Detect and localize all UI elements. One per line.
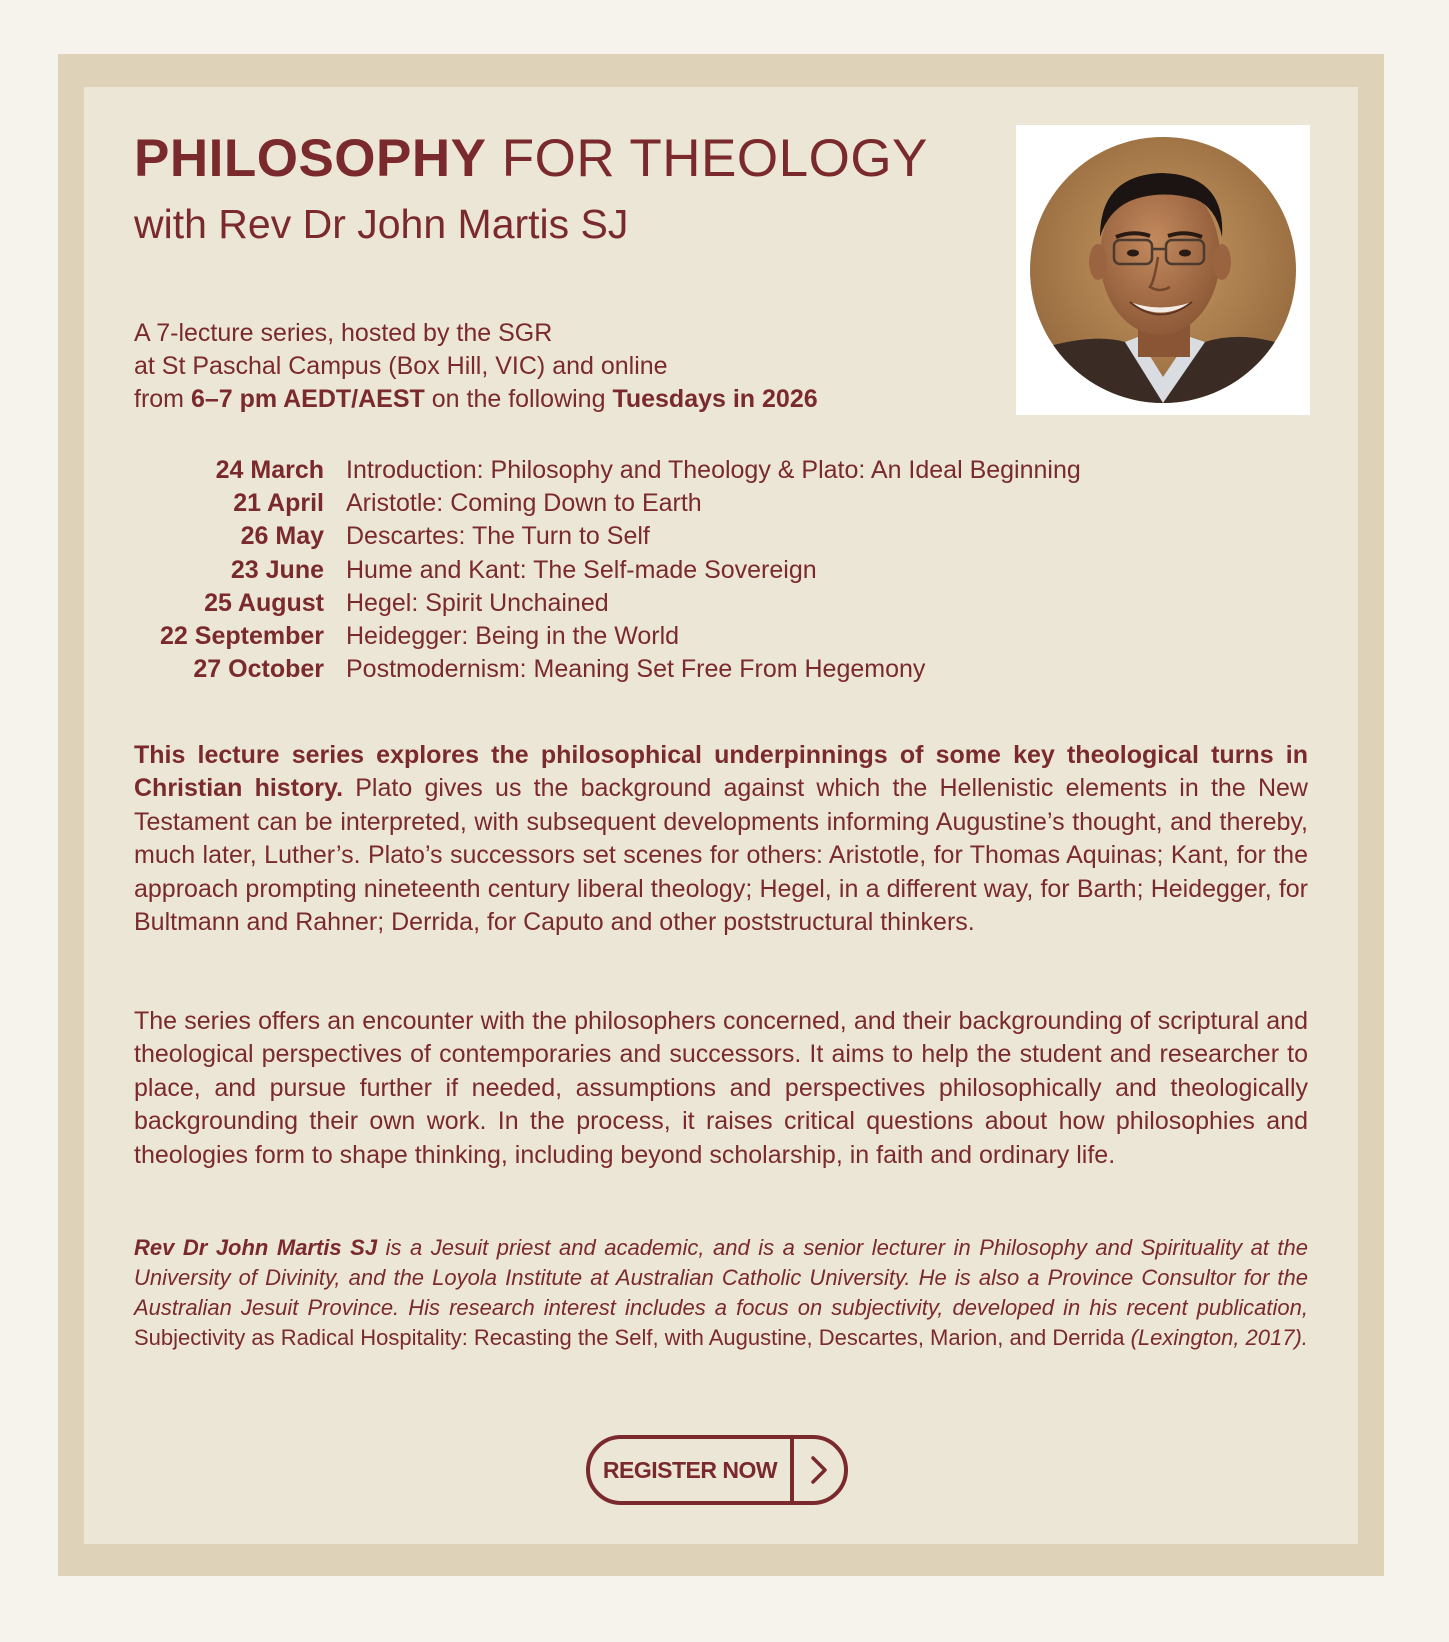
intro-time: 6–7 pm AEDT/AEST — [190, 385, 425, 413]
speaker-portrait — [1030, 137, 1296, 403]
register-label: REGISTER NOW — [602, 1456, 778, 1483]
schedule-row — [134, 587, 1234, 620]
bio-book-title: Subjectivity as Radical Hospitality: Recasting the Self, with Augustine, Descartes, Marion, and Derrida — [134, 1325, 1125, 1350]
lecture-schedule — [134, 454, 1234, 686]
schedule-topic: Hegel: Spirit Unchained — [346, 588, 609, 617]
intro-line-2: at St Paschal Campus (Box Hill, VIC) and online — [134, 352, 668, 380]
schedule-topic: Hume and Kant: The Self-made Sovereign — [346, 555, 817, 584]
intro-line-3-middle: on the following — [424, 385, 613, 413]
description-lead: This lecture series explores the philosophical underpinnings of some key theological turns in Christian history. — [134, 741, 1308, 803]
speaker-bio — [134, 1233, 1308, 1353]
schedule-date: 25 August — [204, 588, 324, 617]
description-body: Plato gives us the background against which the Hellenistic elements in the New Testament can be interpreted, with subsequent developments informing Augustine’s thought, and thereby, much later, Luther’s. Plato’s successors set scenes for others: Aristotle, for Thomas Aquinas; Kant, for the approach prompting nineteenth century liberal theology; Hegel, in a different way, for Barth; Heidegger, for Bultmann and Rahner; Derrida, for Caputo and other poststructural thinkers. — [134, 774, 1308, 937]
schedule-row — [134, 620, 1234, 653]
schedule-topic: Introduction: Philosophy and Theology & Plato: An Ideal Beginning — [346, 456, 1081, 485]
description-second-paragraph: The series offers an encounter with the philosophers concerned, and their backgrounding of scriptural and theological perspectives of contemporaries and successors. It aims to help the student and researcher to place, and pursue further if needed, assumptions and perspectives philosophically and theologically backgrounding their own work. In the process, it raises critical questions about how philosophies and theologies form to shape thinking, including beyond scholarship, in faith and ordinary life. — [134, 1007, 1308, 1169]
schedule-topic: Aristotle: Coming Down to Earth — [346, 489, 702, 518]
speaker-photo-frame — [1016, 125, 1310, 415]
flyer-panel — [84, 87, 1358, 1544]
bio-name: Rev Dr John Martis SJ — [134, 1235, 378, 1260]
intro-line-1: A 7-lecture series, hosted by the SGR — [134, 319, 553, 347]
intro-line-3-prefix: from — [134, 385, 191, 413]
schedule-topic: Postmodernism: Meaning Set Free From Hegemony — [346, 655, 926, 684]
register-now-button[interactable] — [586, 1435, 848, 1505]
page-title — [134, 129, 928, 189]
schedule-date: 26 May — [240, 522, 324, 551]
description-paragraph — [134, 739, 1308, 939]
schedule-date: 23 June — [230, 555, 324, 584]
portrait-image — [1030, 137, 1296, 403]
outer-frame — [58, 54, 1384, 1576]
schedule-date: 27 October — [193, 655, 324, 684]
schedule-topic: Descartes: The Turn to Self — [346, 522, 650, 551]
intro-days: Tuesdays in 2026 — [612, 385, 818, 413]
schedule-row — [134, 487, 1234, 520]
schedule-date: 24 March — [215, 456, 324, 485]
chevron-right-icon — [794, 1455, 844, 1485]
schedule-date: 21 April — [233, 489, 324, 518]
schedule-row — [134, 520, 1234, 553]
bio-text: is a Jesuit priest and academic, and is a senior lecturer in Philosophy and Spirituality at the University of Divinity, and the Loyola Institute at Australian Catholic University. He is also a Province Consultor for the Australian Jesuit Province. His research interest includes a focus on subjectivity, developed in his recent publication, — [134, 1235, 1309, 1320]
series-intro — [134, 317, 818, 416]
title-bold: PHILOSOPHY — [134, 129, 487, 188]
schedule-row — [134, 653, 1234, 686]
schedule-row — [134, 554, 1234, 587]
page-subtitle: with Rev Dr John Martis SJ — [134, 201, 629, 247]
schedule-row — [134, 454, 1234, 487]
schedule-topic: Heidegger: Being in the World — [346, 622, 680, 651]
bio-publisher: (Lexington, 2017). — [1124, 1325, 1308, 1350]
intro-line-3 — [134, 383, 818, 416]
schedule-date: 22 September — [160, 622, 324, 651]
title-rest: FOR THEOLOGY — [501, 129, 928, 188]
